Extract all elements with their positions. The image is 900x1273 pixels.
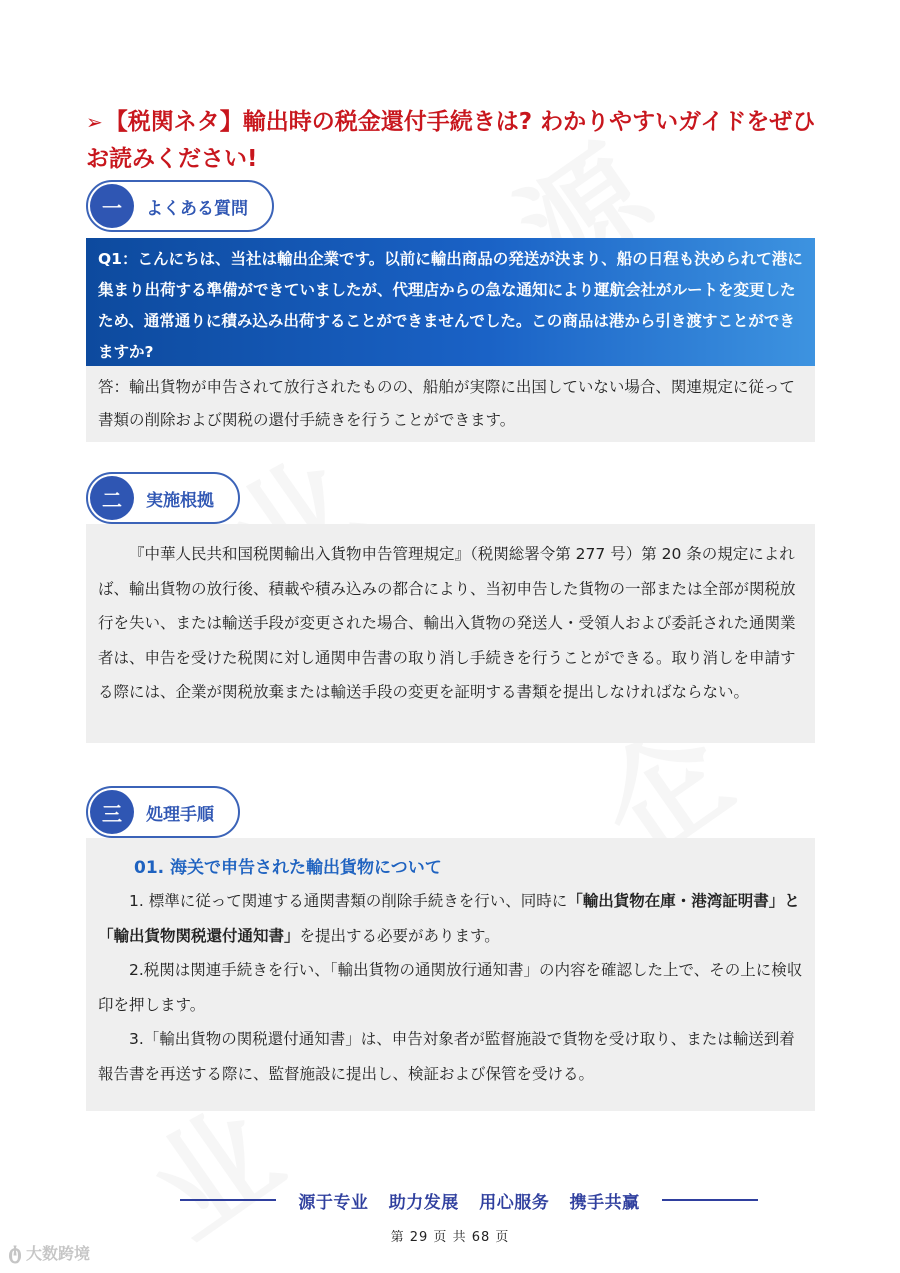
section-header-procedure <box>86 786 240 838</box>
procedure-step-2: 2.税関は関連手続きを行い、「輸出貨物の通関放行通知書」の内容を確認した上で、その上に検収印を押します。 <box>98 961 803 1014</box>
basis-box <box>86 524 815 743</box>
footer-divider-left <box>180 1199 276 1201</box>
section-label: よくある質問 <box>146 198 248 219</box>
section-header-basis <box>86 472 240 524</box>
procedure-subtitle: 01. 海关で申告された輸出貨物について <box>134 858 442 878</box>
footer-divider-right <box>662 1199 758 1201</box>
answer-text: 答：輸出貨物が申告されて放行されたものの、船舶が実際に出国していない場合、関連規定に従って書類の削除および関税の還付手続きを行うことができます。 <box>98 378 795 429</box>
basis-text: 『中華人民共和国税関輸出入貨物申告管理規定』（税関総署令第 277 号）第 20 条の規定によれば、輸出貨物の放行後、積載や積み込みの都合により、当初申告した貨物の一部または全部が関税放行を失い、または輸送手段が変更された場合、輸出入貨物の発送人・受領人および委託された通関業者は、申告を受けた税関に対し通関申告書の取り消し手続きを行うことができる。取り消しを申請する際には、企業が関税放棄または輸送手段の変更を証明する書類を提出しなければならない。 <box>98 545 796 701</box>
procedure-step-3: 3.「輸出貨物の関税還付通知書」は、申告対象者が監督施設で貨物を受け取り、または輸送到着報告書を再送する際に、監督施設に提出し、検証および保管を受ける。 <box>98 1030 795 1083</box>
answer-box <box>86 366 815 442</box>
footer-slogan-bar <box>180 1186 758 1214</box>
question-text: Q1：こんにちは、当社は輸出企業です。以前に輸出商品の発送が決まり、船の日程も決められて港に集まり出荷する準備ができていましたが、代理店からの急な通知により運航会社がルートを変更したため、通常通りに積み込み出荷することができませんでした。この商品は港から引き渡すことができますか? <box>98 250 803 361</box>
section-header-faq <box>86 180 274 232</box>
section-label: 実施根拠 <box>146 490 214 511</box>
page-number: 第 29 页 共 68 页 <box>390 1230 510 1245</box>
section-number-badge: 一 <box>90 184 134 228</box>
arrow-icon: ➢ <box>86 110 103 134</box>
question-box <box>86 238 815 366</box>
section-label: 処理手順 <box>146 804 214 825</box>
brand-logo <box>8 1240 90 1264</box>
section-number-badge: 三 <box>90 790 134 834</box>
footer-slogan: 源于专业 助力发展 用心服务 携手共赢 <box>298 1192 640 1213</box>
procedure-step-1 <box>98 884 803 953</box>
section-number-badge: 二 <box>90 476 134 520</box>
page-title <box>86 104 826 178</box>
page-title-text: 【税関ネタ】輸出時の税金還付手続きは? わかりやすいガイドをぜひお読みください! <box>86 109 816 172</box>
logo-text: 大数跨境 <box>26 1243 91 1263</box>
procedure-step-1-emphasis: 「輸出貨物在庫・港湾証明書」と「輸出貨物関税還付通知書」 <box>98 892 800 945</box>
procedure-step-1-text: 1. 標準に従って関連する通関書類の削除手続きを行い、同時に <box>129 892 568 910</box>
logo-icon: ტ <box>8 1240 23 1264</box>
procedure-box <box>86 838 815 1111</box>
procedure-step-1-tail: を提出する必要があります。 <box>299 926 500 945</box>
